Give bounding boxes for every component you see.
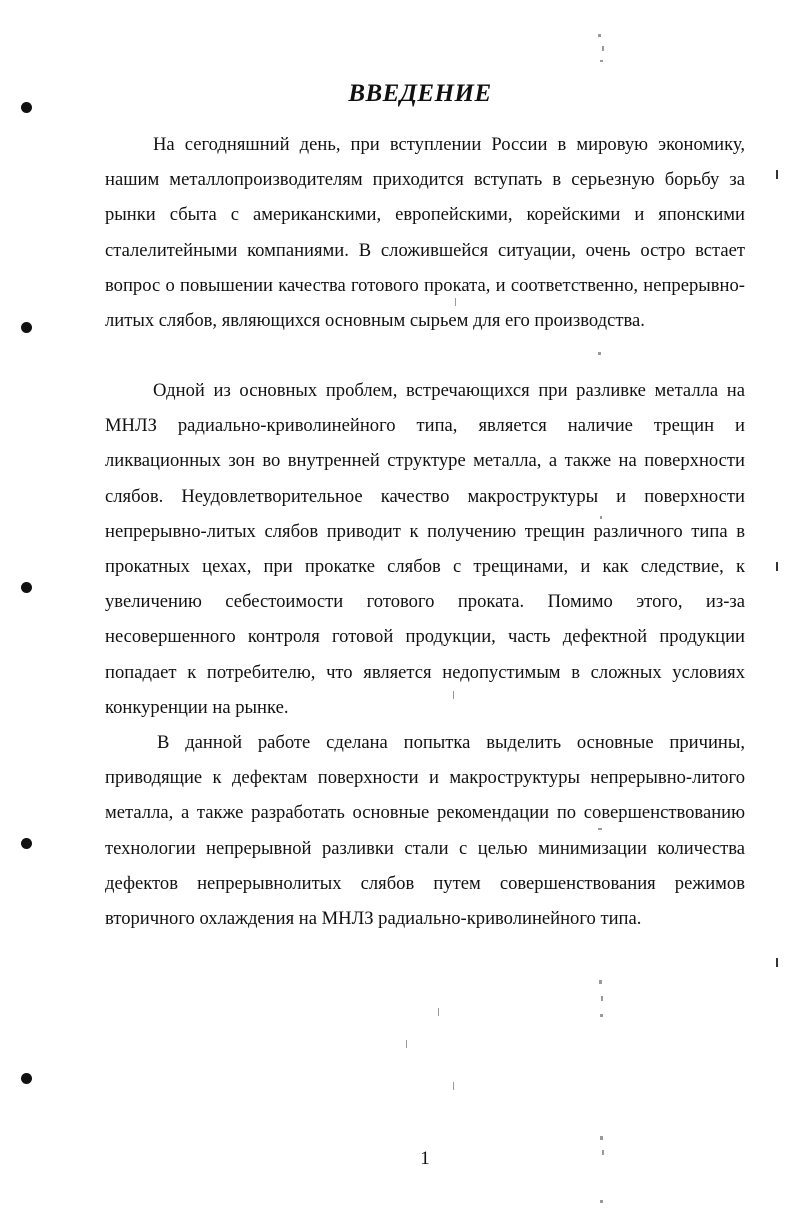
scan-speck [453, 691, 454, 699]
scan-speck [602, 1150, 604, 1155]
page-title: ВВЕДЕНИЕ [348, 80, 492, 107]
paragraph-goal: В данной работе сделана попытка выделить основные причины, приводящие к дефектам поверхности и макроструктуры непрерывно-литого металла, а также разработать основные рекомендации по совершенствованию технологии непрерывной разливки стали с целью минимизации количества дефектов непрерывнолитых слябов путем совершенствования режимов вторичного охлаждения на МНЛЗ радиально-криволинейного типа. [105, 732, 745, 930]
punch-hole [21, 582, 32, 593]
page-number: 1 [420, 1148, 430, 1169]
scan-edge-mark [776, 170, 778, 179]
scan-speck [600, 60, 603, 62]
punch-hole [21, 1073, 32, 1084]
scan-speck [600, 516, 602, 519]
punch-hole [21, 102, 32, 113]
scan-speck [455, 298, 456, 306]
scan-speck [600, 1136, 603, 1140]
scan-speck [601, 996, 603, 1001]
scan-edge-mark [776, 562, 778, 571]
punch-hole [21, 838, 32, 849]
scan-speck [599, 980, 602, 984]
scan-speck [602, 46, 604, 51]
paragraph-problems: Одной из основных проблем, встречающихся при разливке металла на МНЛЗ радиально-криволинейного типа, является наличие трещин и ликвационных зон во внутренней структуре металла, а также на поверхности слябов. Неудовлетворительное качество макроструктуры и поверхности непрерывно-литых слябов приводит к получению трещин различного типа в прокатных цехах, при прокатке слябов с трещинами, и как следствие, к увеличению себестоимости готового проката. Помимо этого, из-за несовершенного контроля готовой продукции, часть дефектной продукции попадает к потребителю, что является недопустимым в сложных условиях конкуренции на рынке. [105, 380, 745, 718]
scan-edge-mark [776, 958, 778, 967]
scan-speck [598, 352, 601, 355]
scan-speck [598, 828, 602, 830]
scan-speck [600, 1200, 603, 1203]
paragraph-intro: На сегодняшний день, при вступлении России в мировую экономику, нашим металлопроизводителям приходится вступать в серьезную борьбу за рынки сбыта с американскими, европейскими, корейскими и японскими сталелитейными компаниями. В сложившейся ситуации, очень остро встает вопрос о повышении качества готового проката, и соответственно, непрерывно-литых слябов, являющихся основным сырьем для его производства. [105, 134, 745, 332]
punch-hole [21, 322, 32, 333]
scan-speck [598, 34, 601, 37]
scan-speck [453, 1082, 454, 1090]
scan-speck [600, 1014, 603, 1017]
scan-speck [406, 1040, 407, 1048]
scan-speck [438, 1008, 439, 1016]
